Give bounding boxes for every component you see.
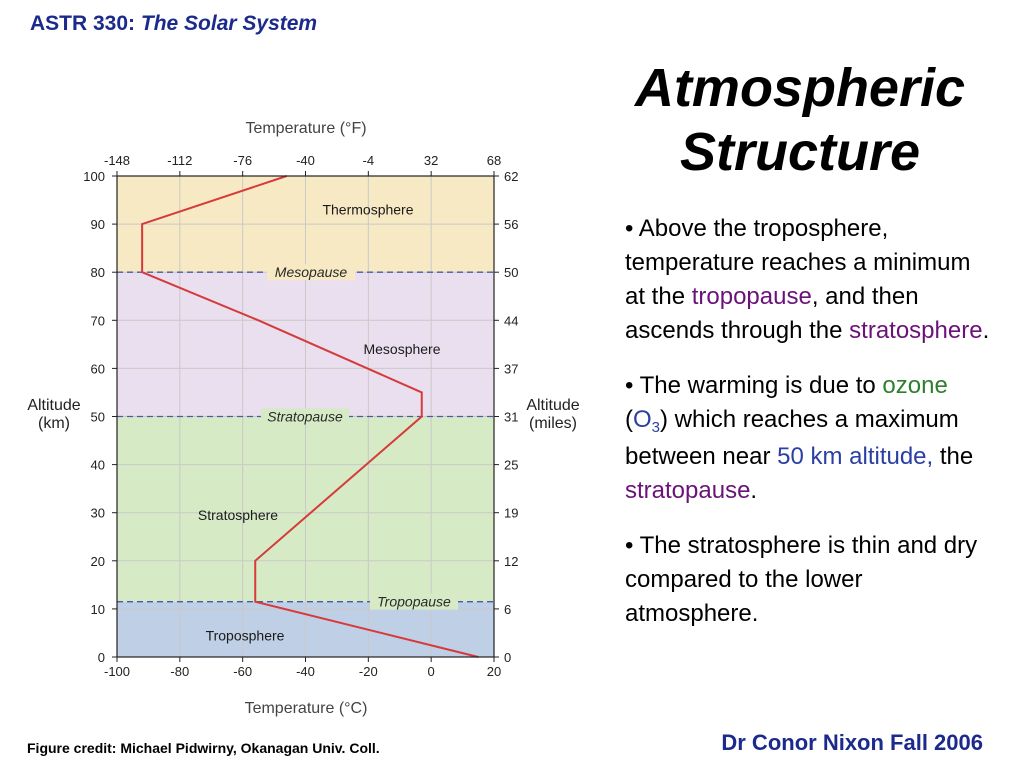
y-right-tick-label: 44 (504, 313, 519, 329)
boundary-label-stratopause: Stratopause (267, 408, 343, 425)
bullet-2-text-5: . (750, 477, 758, 504)
x-tick-label: 0 (427, 664, 435, 679)
x-top-tick-label: 32 (423, 153, 439, 168)
y-tick-label: 100 (83, 169, 105, 184)
bullet-1-text: • Above the troposphere, temperature reaches a minimum at the (625, 215, 971, 310)
bullet-2-text-4: the (933, 443, 974, 470)
bullet-1 (625, 212, 997, 348)
y-tick-label: 90 (90, 217, 105, 233)
keyword-50km: 50 km altitude, (777, 443, 934, 470)
x-tick-label: -80 (170, 664, 190, 679)
x-axis-top-title: Temperature (°F) (245, 120, 367, 137)
keyword-o3 (633, 406, 661, 436)
slide-title (585, 56, 1015, 184)
y-right-tick-label: 12 (504, 553, 519, 569)
y-right-tick-label: 56 (504, 217, 519, 233)
bullet-2-text-3: ) which reaches a maximum between near (625, 406, 959, 470)
course-header (30, 12, 317, 36)
keyword-ozone: ozone (882, 372, 948, 399)
y-right-axis-title-line1: Altitude (526, 397, 580, 414)
x-tick-label: -100 (103, 664, 131, 679)
x-tick-label: -40 (296, 664, 315, 679)
bullet-list (625, 212, 997, 652)
x-top-tick-label: -112 (167, 153, 193, 168)
x-tick-label: 20 (486, 664, 502, 679)
y-right-axis-title-line2: (miles) (529, 415, 577, 432)
y-tick-label: 20 (90, 553, 105, 569)
keyword-stratosphere: stratosphere (849, 317, 983, 344)
keyword-stratopause: stratopause (625, 477, 751, 504)
bullet-2-text: • The warming is due to (625, 372, 883, 399)
boundary-label-mesopause: Mesopause (274, 264, 348, 281)
course-subtitle: The Solar System (140, 12, 318, 35)
boundary-label-tropopause: Tropopause (377, 593, 451, 610)
o3-letter: O (633, 406, 652, 433)
y-right-tick-label: 0 (504, 650, 512, 665)
y-axis-title-line1: Altitude (27, 397, 81, 414)
y-right-tick-label: 50 (504, 265, 519, 281)
bullet-1-text-2: , and then ascends through the (625, 283, 919, 344)
y-tick-label: 10 (90, 601, 105, 617)
y-axis-title-line2: (km) (38, 415, 70, 432)
layer-label-stratosphere: Stratosphere (197, 507, 279, 524)
y-right-tick-label: 62 (504, 169, 519, 184)
figure-credit: Figure credit: Michael Pidwirny, Okanagan Univ. Coll. (27, 740, 380, 756)
bullet-2 (625, 369, 997, 508)
title-line-1: Atmospheric (634, 58, 966, 118)
layer-label-troposphere: Troposphere (205, 627, 285, 644)
x-tick-label: -20 (358, 664, 378, 679)
x-top-tick-label: -76 (233, 153, 253, 168)
y-right-tick-label: 19 (504, 505, 519, 521)
x-axis-title: Temperature (°C) (244, 700, 368, 717)
bullet-2-text-2: ( (625, 406, 633, 433)
atmosphere-chart (0, 110, 600, 720)
y-tick-label: 40 (90, 457, 105, 473)
x-tick-label: -60 (233, 664, 253, 679)
y-right-tick-label: 31 (504, 409, 519, 425)
x-top-tick-label: 68 (486, 153, 502, 168)
author-date: Dr Conor Nixon Fall 2006 (721, 730, 983, 755)
x-top-tick-label: -148 (103, 153, 131, 168)
title-line-2: Structure (679, 122, 921, 182)
x-top-tick-label: -40 (296, 153, 315, 168)
y-tick-label: 30 (90, 505, 105, 521)
y-tick-label: 0 (97, 650, 105, 665)
y-tick-label: 80 (90, 265, 105, 281)
y-right-tick-label: 37 (504, 361, 519, 377)
y-right-tick-label: 25 (504, 457, 519, 473)
layer-label-thermosphere: Thermosphere (322, 201, 414, 218)
x-top-tick-label: -4 (362, 153, 375, 168)
y-tick-label: 50 (90, 409, 105, 425)
layer-label-mesosphere: Mesosphere (363, 341, 441, 358)
keyword-tropopause: tropopause (691, 283, 812, 310)
bullet-1-text-3: . (982, 317, 990, 344)
y-tick-label: 70 (90, 313, 105, 329)
course-code: ASTR 330: (30, 12, 136, 35)
y-right-tick-label: 6 (504, 601, 512, 617)
o3-subscript: 3 (651, 419, 661, 436)
bullet-3: • The stratosphere is thin and dry compared to the lower atmosphere. (625, 532, 978, 627)
y-tick-label: 60 (90, 361, 105, 377)
